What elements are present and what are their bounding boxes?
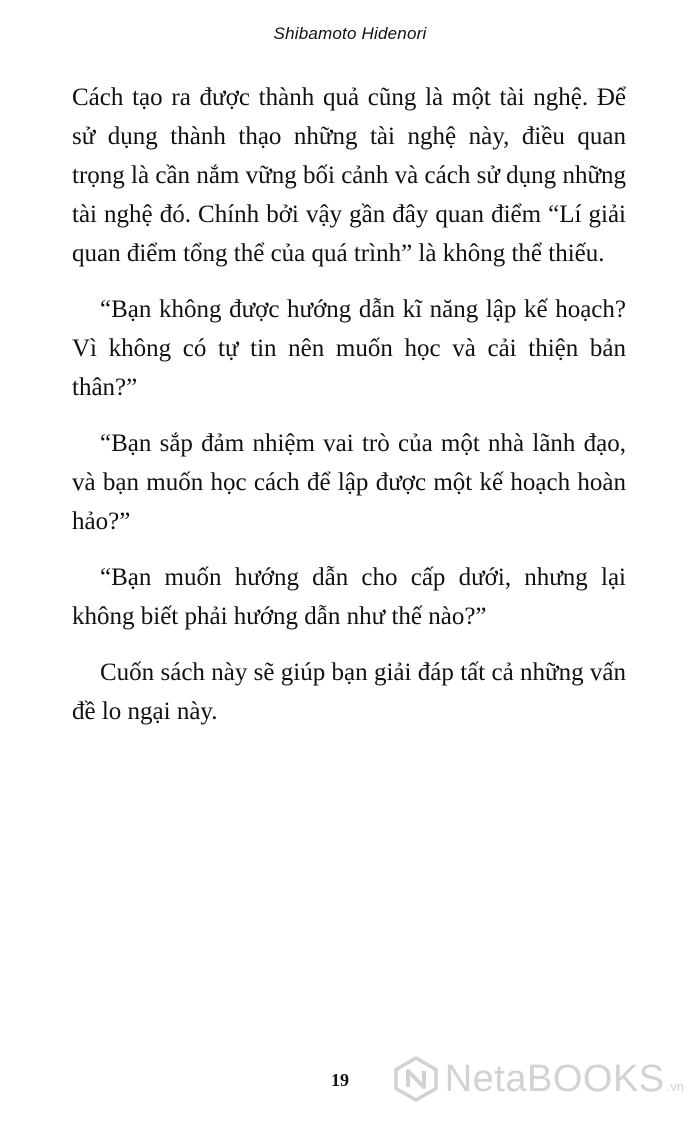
- page-number: 19: [331, 1070, 349, 1090]
- paragraph-1: Cách tạo ra được thành quả cũng là một tài nghệ. Để sử dụng thành thạo những tài nghệ này, điều quan trọng là cần nắm vững bối cảnh và cách sử dụng những tài nghệ đó. Chính bởi vậy gần đây quan điểm “Lí giải quan điểm tổng thể của quá trình” là không thể thiếu.: [72, 84, 626, 267]
- watermark-suffix: .vn: [666, 1078, 684, 1094]
- watermark-text: NetaBOOKS: [444, 1057, 665, 1100]
- paragraph-4: “Bạn muốn hướng dẫn cho cấp dưới, nhưng lại không biết phải hướng dẫn như thế nào?”: [72, 564, 626, 630]
- paragraph-2: “Bạn không được hướng dẫn kĩ năng lập kế hoạch? Vì không có tự tin nên muốn học và cải thiện bản thân?”: [72, 296, 626, 401]
- netabooks-logo-icon: [393, 1056, 439, 1102]
- page-body: [72, 78, 626, 748]
- watermark: [393, 1056, 684, 1102]
- paragraph-5: Cuốn sách này sẽ giúp bạn giải đáp tất cả những vấn đề lo ngại này.: [72, 659, 626, 725]
- paragraph-3: “Bạn sắp đảm nhiệm vai trò của một nhà lãnh đạo, và bạn muốn học cách để lập được một kế hoạch hoàn hảo?”: [72, 430, 626, 535]
- running-header: Shibamoto Hidenori: [273, 24, 427, 43]
